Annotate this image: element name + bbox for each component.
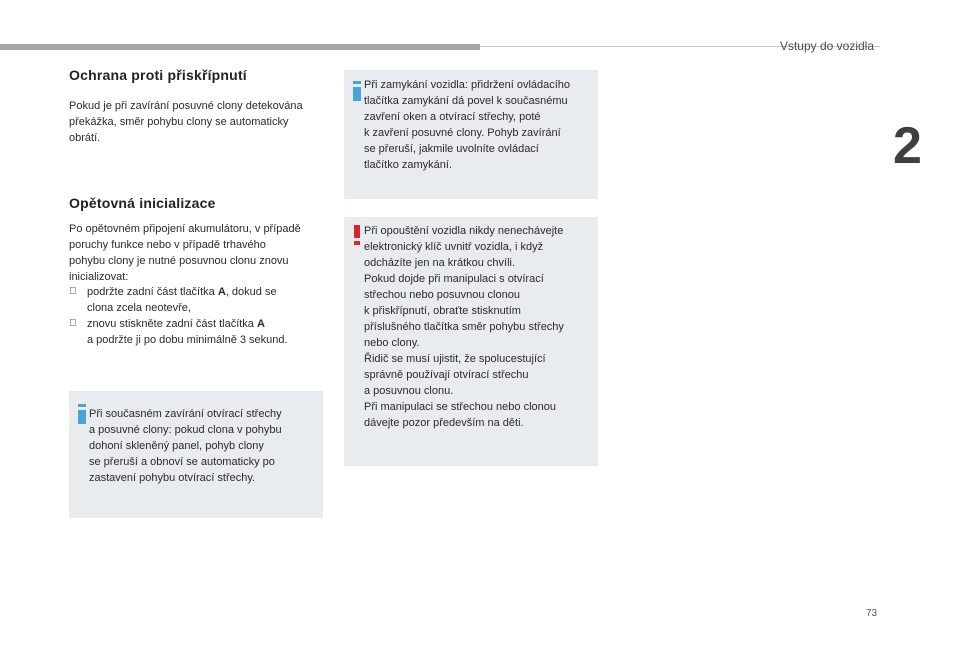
text-line: se přeruší a obnoví se automaticky po	[89, 456, 275, 468]
text-line: Při zamykání vozidla: přidržení ovládacího	[364, 79, 571, 91]
text-line: k zavření posuvné clony. Pohyb zavírání	[364, 127, 561, 139]
text-line: střechou nebo posuvnou clonou	[364, 289, 520, 301]
chapter-title: Vstupy do vozidla	[779, 39, 874, 53]
section-title-anti-pinch: Ochrana proti přiskřípnutí	[69, 67, 247, 83]
text-line: Pokud je při zavírání posuvné clony detekována	[69, 100, 303, 112]
text-line: Pokud dojde při manipulaci s otvírací	[364, 273, 544, 285]
section-title-reinitialization: Opětovná inicializace	[69, 195, 216, 211]
list-item: znovu stiskněte zadní část tlačítka A a podržte ji po dobu minimálně 3 sekund.	[69, 316, 329, 348]
text-line: Po opětovném připojení akumulátoru, v případě	[69, 223, 301, 235]
text-line: pohybu clony je nutné posuvnou clonu znovu	[69, 255, 289, 267]
info-icon	[77, 404, 87, 424]
bullet-glyph	[69, 316, 77, 332]
text-line: a posuvné clony: pokud clona v pohybu	[89, 424, 282, 436]
text-line: Řidič se musí ujistit, že spolucestující	[364, 353, 546, 365]
text-line: elektronický klíč uvnitř vozidla, i když	[364, 241, 544, 253]
text-line: obrátí.	[69, 132, 101, 144]
text-line: odcházíte jen na krátkou chvíli.	[364, 257, 516, 269]
text-line: Při současném zavírání otvírací střechy	[89, 408, 282, 420]
text-line: dávejte pozor především na děti.	[364, 417, 524, 429]
info-box-locking	[344, 70, 598, 199]
warning-icon	[352, 225, 362, 245]
text-line: překážka, směr pohybu clony se automaticky	[69, 116, 289, 128]
bullet-glyph	[69, 284, 77, 300]
text-line: zavření oken a otvírací střechy, poté	[364, 111, 541, 123]
text-line: k přiskřípnutí, obraťte stisknutím	[364, 305, 521, 317]
header-bar	[0, 44, 480, 50]
text-line: dohoní skleněný panel, pohyb clony	[89, 440, 264, 452]
text-line: nebo clony.	[364, 337, 420, 349]
text-line: zastavení pohybu otvírací střechy.	[89, 472, 256, 484]
info-box-roof-blind	[69, 391, 323, 518]
text-line: a posuvnou clonu.	[364, 385, 454, 397]
text-line: poruchy funkce nebo v případě trhavého	[69, 239, 266, 251]
warning-box-leaving-vehicle	[344, 217, 598, 466]
text-line: správně používají otvírací střechu	[364, 369, 529, 381]
text-line: se přeruší, jakmile uvolníte ovládací	[364, 143, 539, 155]
list-item: podržte zadní část tlačítka A, dokud se clona zcela neotevře,	[69, 284, 329, 316]
text-line: příslušného tlačítka směr pohybu střechy	[364, 321, 564, 333]
text-line: inicializovat:	[69, 271, 129, 283]
text-line: tlačítka zamykání dá povel k současnému	[364, 95, 568, 107]
text-line: Při manipulaci se střechou nebo clonou	[364, 401, 557, 413]
page-number: 73	[866, 608, 878, 619]
info-icon	[352, 81, 362, 101]
text-line: Při opouštění vozidla nikdy nenechávejte	[364, 225, 564, 237]
text-line: tlačítko zamykání.	[364, 159, 453, 171]
chapter-number: 2	[893, 117, 922, 175]
